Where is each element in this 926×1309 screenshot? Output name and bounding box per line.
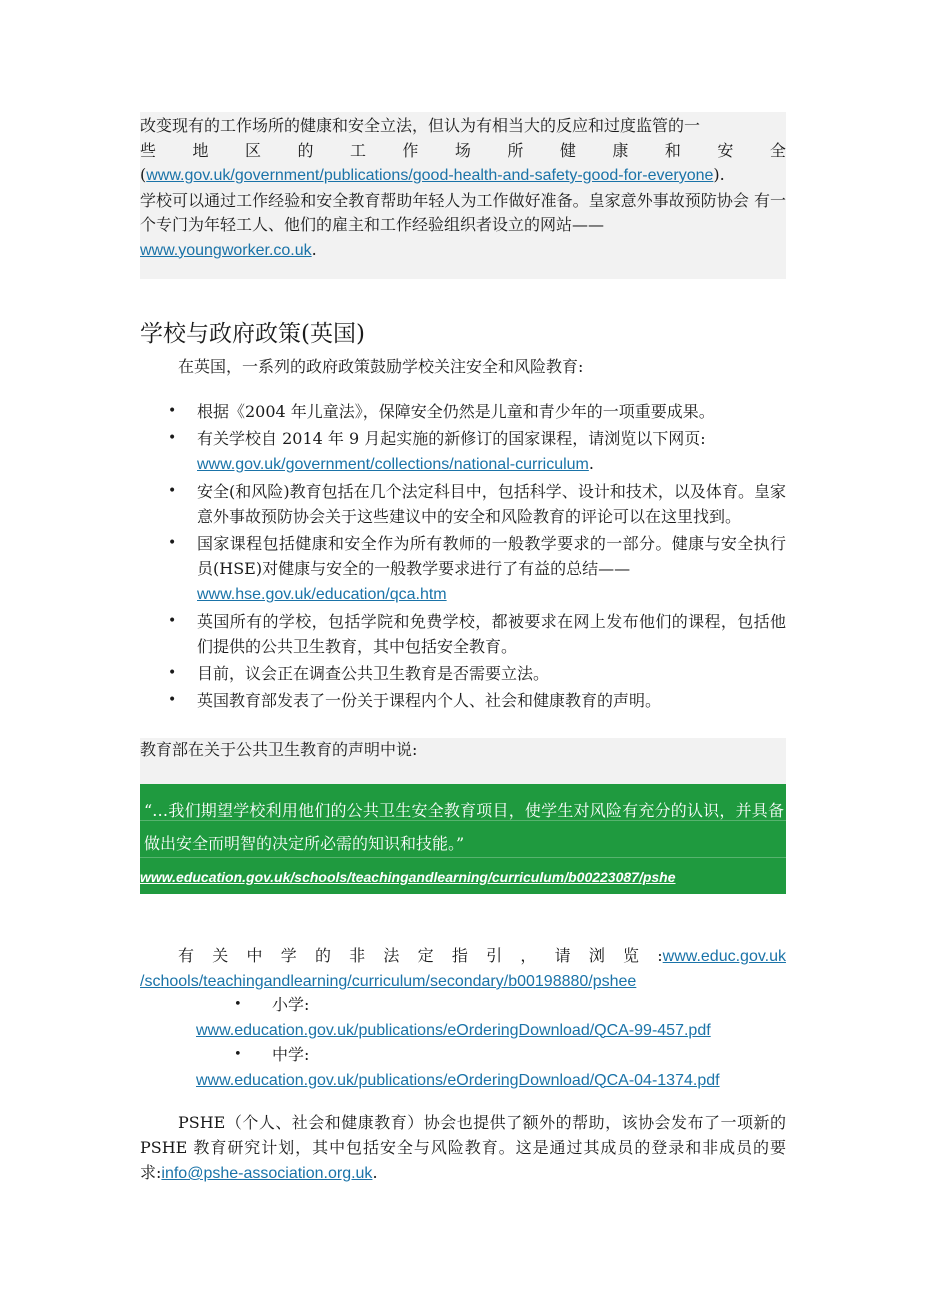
statement-intro (140, 738, 786, 784)
policy-list-item (140, 661, 786, 686)
top-line2-char: 的 (297, 140, 314, 160)
bullet-dot-icon: • (168, 613, 177, 629)
guidance-char: 定 (417, 946, 434, 965)
top-line1: 改变现有的工作场所的健康和安全立法，但认为有相当大的反应和过度监管的一 (140, 116, 701, 135)
guidance-char: 关 (212, 946, 229, 965)
section-title: 学校与政府政策(英国) (140, 321, 365, 347)
policy-list-item (140, 609, 786, 659)
bullet-dot-icon: • (168, 430, 177, 446)
paren-open: ( (140, 165, 147, 184)
section-intro: 在英国，一系列的政府政策鼓励学校关注安全和风险教育: (178, 357, 584, 376)
bullet-dot-icon: • (168, 403, 177, 419)
policy-item-text: 有关学校自 2014 年 9 月起实施的新修订的国家课程，请浏览以下网页: (197, 429, 706, 448)
top-line2-char: 康 (612, 140, 629, 160)
top-line2-char: 地 (192, 140, 209, 160)
quote-text: “…我们期望学校利用他们的公共卫生安全教育项目，使学生对风险有充分的认识，并具备做出安全而明智的决定所必需的知识和技能。” (144, 801, 784, 853)
policy-item-text: 英国教育部发表了一份关于课程内个人、社会和健康教育的声明。 (197, 691, 662, 710)
top-text-box (140, 112, 786, 279)
top-text2: 学校可以通过工作经验和安全教育帮助年轻人为工作做好准备。皇家意外事故预防协会 有一个专门为年轻工人、他们的雇主和工作经验组织者设立的网站—— (140, 190, 786, 234)
bullet-dot-icon: • (234, 997, 242, 1012)
guidance-line1 (140, 944, 786, 969)
policy-item-text: 安全(和风险)教育包括在几个法定科目中，包括科学、设计和技术，以及体育。皇家意外事故预防协会关于这些建议中的安全和风险教育的评论可以在这里找到。 (197, 482, 786, 526)
statement-intro-text: 教育部在关于公共卫生教育的声明中说: (140, 740, 418, 759)
top-line2-char: 安 (717, 140, 734, 160)
top-line2-char: 和 (664, 140, 681, 160)
after-link2: . (311, 239, 317, 259)
sublist-item (196, 993, 720, 1043)
policy-item-text: 国家课程包括健康和安全作为所有教师的一般教学要求的一部分。健康与安全执行员(HSE)对健康与安全的一般教学要求进行了有益的总结—— (197, 534, 786, 578)
guidance-char: 浏 (588, 946, 605, 965)
guidance-char: 的 (314, 946, 331, 965)
top-line2-char: 健 (559, 140, 576, 160)
top-line2-char: 场 (454, 140, 471, 160)
sublist-label: 中学: (272, 1045, 310, 1064)
guidance-link-part1[interactable]: www.educ.gov.uk (662, 948, 786, 965)
pshe-text: PSHE（个人、社会和健康教育）协会也提供了额外的帮助，该协会发布了一项新的 PSHE 教育研究计划，其中包括安全与风险教育。这是通过其成员的登录和非成员的要求: (140, 1113, 786, 1182)
policy-list-item (140, 688, 786, 713)
pshe-paragraph (140, 1110, 786, 1186)
top-line2-char: 些 (140, 140, 157, 160)
guidance-char: 中 (246, 946, 263, 965)
policy-list-item (140, 479, 786, 529)
guidance-char: 请 (554, 946, 571, 965)
guidance-colon: : (657, 946, 663, 965)
pshe-after: . (372, 1163, 378, 1182)
policy-item-link[interactable]: www.hse.gov.uk/education/qca.htm (197, 586, 447, 603)
quote-divider (140, 857, 786, 858)
policy-item-link[interactable]: www.gov.uk/government/collections/national-curriculum (197, 456, 589, 473)
policy-item-text: 根据《2004 年儿童法》，保障安全仍然是儿童和青少年的一项重要成果。 (197, 402, 715, 421)
guidance-char: 非 (349, 946, 366, 965)
guidance-char: 有 (178, 946, 195, 965)
quote-url-link[interactable]: www.education.gov.uk/schools/teachingandlearning/curriculum/b00223087/pshe (140, 869, 676, 885)
guidance-paragraph (140, 944, 786, 994)
top-line2-char: 区 (244, 140, 261, 160)
bullet-dot-icon: • (234, 1047, 242, 1062)
top-line2-char: 工 (349, 140, 366, 160)
policy-list (140, 399, 786, 715)
policy-item-text: 目前，议会正在调查公共卫生教育是否需要立法。 (197, 664, 550, 683)
guidance-char: 引 (486, 946, 503, 965)
gov-health-safety-link[interactable]: www.gov.uk/government/publications/good-health-and-safety-good-for-everyone (146, 167, 714, 184)
guidance-link-part2[interactable]: /schools/teachingandlearning/curriculum/secondary/b00198880/pshee (140, 973, 637, 990)
sublist-pdf-link[interactable]: www.education.gov.uk/publications/eOrderingDownload/QCA-04-1374.pdf (196, 1071, 720, 1089)
bullet-dot-icon: • (168, 483, 177, 499)
sublist-pdf-link[interactable]: www.education.gov.uk/publications/eOrderingDownload/QCA-99-457.pdf (196, 1021, 711, 1039)
guidance-link-wrap (657, 944, 786, 969)
top-line2 (140, 139, 786, 164)
pshe-email-link[interactable]: info@pshe-association.org.uk (161, 1165, 373, 1182)
policy-list-item (140, 531, 786, 607)
policy-list-item (140, 426, 786, 477)
bullet-dot-icon: • (168, 665, 177, 681)
guidance-sublist (196, 993, 720, 1093)
youngworker-link[interactable]: www.youngworker.co.uk (140, 241, 312, 259)
after-link1: ). (713, 165, 725, 184)
policy-item-after: . (588, 454, 594, 473)
guidance-char: 法 (383, 946, 400, 965)
guidance-char: ， (520, 946, 537, 965)
sublist-item (196, 1043, 720, 1093)
policy-item-text: 英国所有的学校，包括学院和免费学校，都被要求在网上发布他们的课程，包括他们提供的公共卫生教育，其中包括安全教育。 (197, 612, 786, 656)
bullet-dot-icon: • (168, 535, 177, 551)
quote-divider (140, 820, 786, 821)
guidance-char: 览 (623, 946, 640, 965)
quote-box (140, 784, 786, 894)
sublist-label: 小学: (272, 995, 310, 1014)
top-line2-char: 作 (402, 140, 419, 160)
top-line2-char: 所 (507, 140, 524, 160)
guidance-char: 指 (451, 946, 468, 965)
top-line2-char: 全 (769, 140, 786, 160)
policy-list-item (140, 399, 786, 424)
bullet-dot-icon: • (168, 692, 177, 708)
guidance-char: 学 (280, 946, 297, 965)
